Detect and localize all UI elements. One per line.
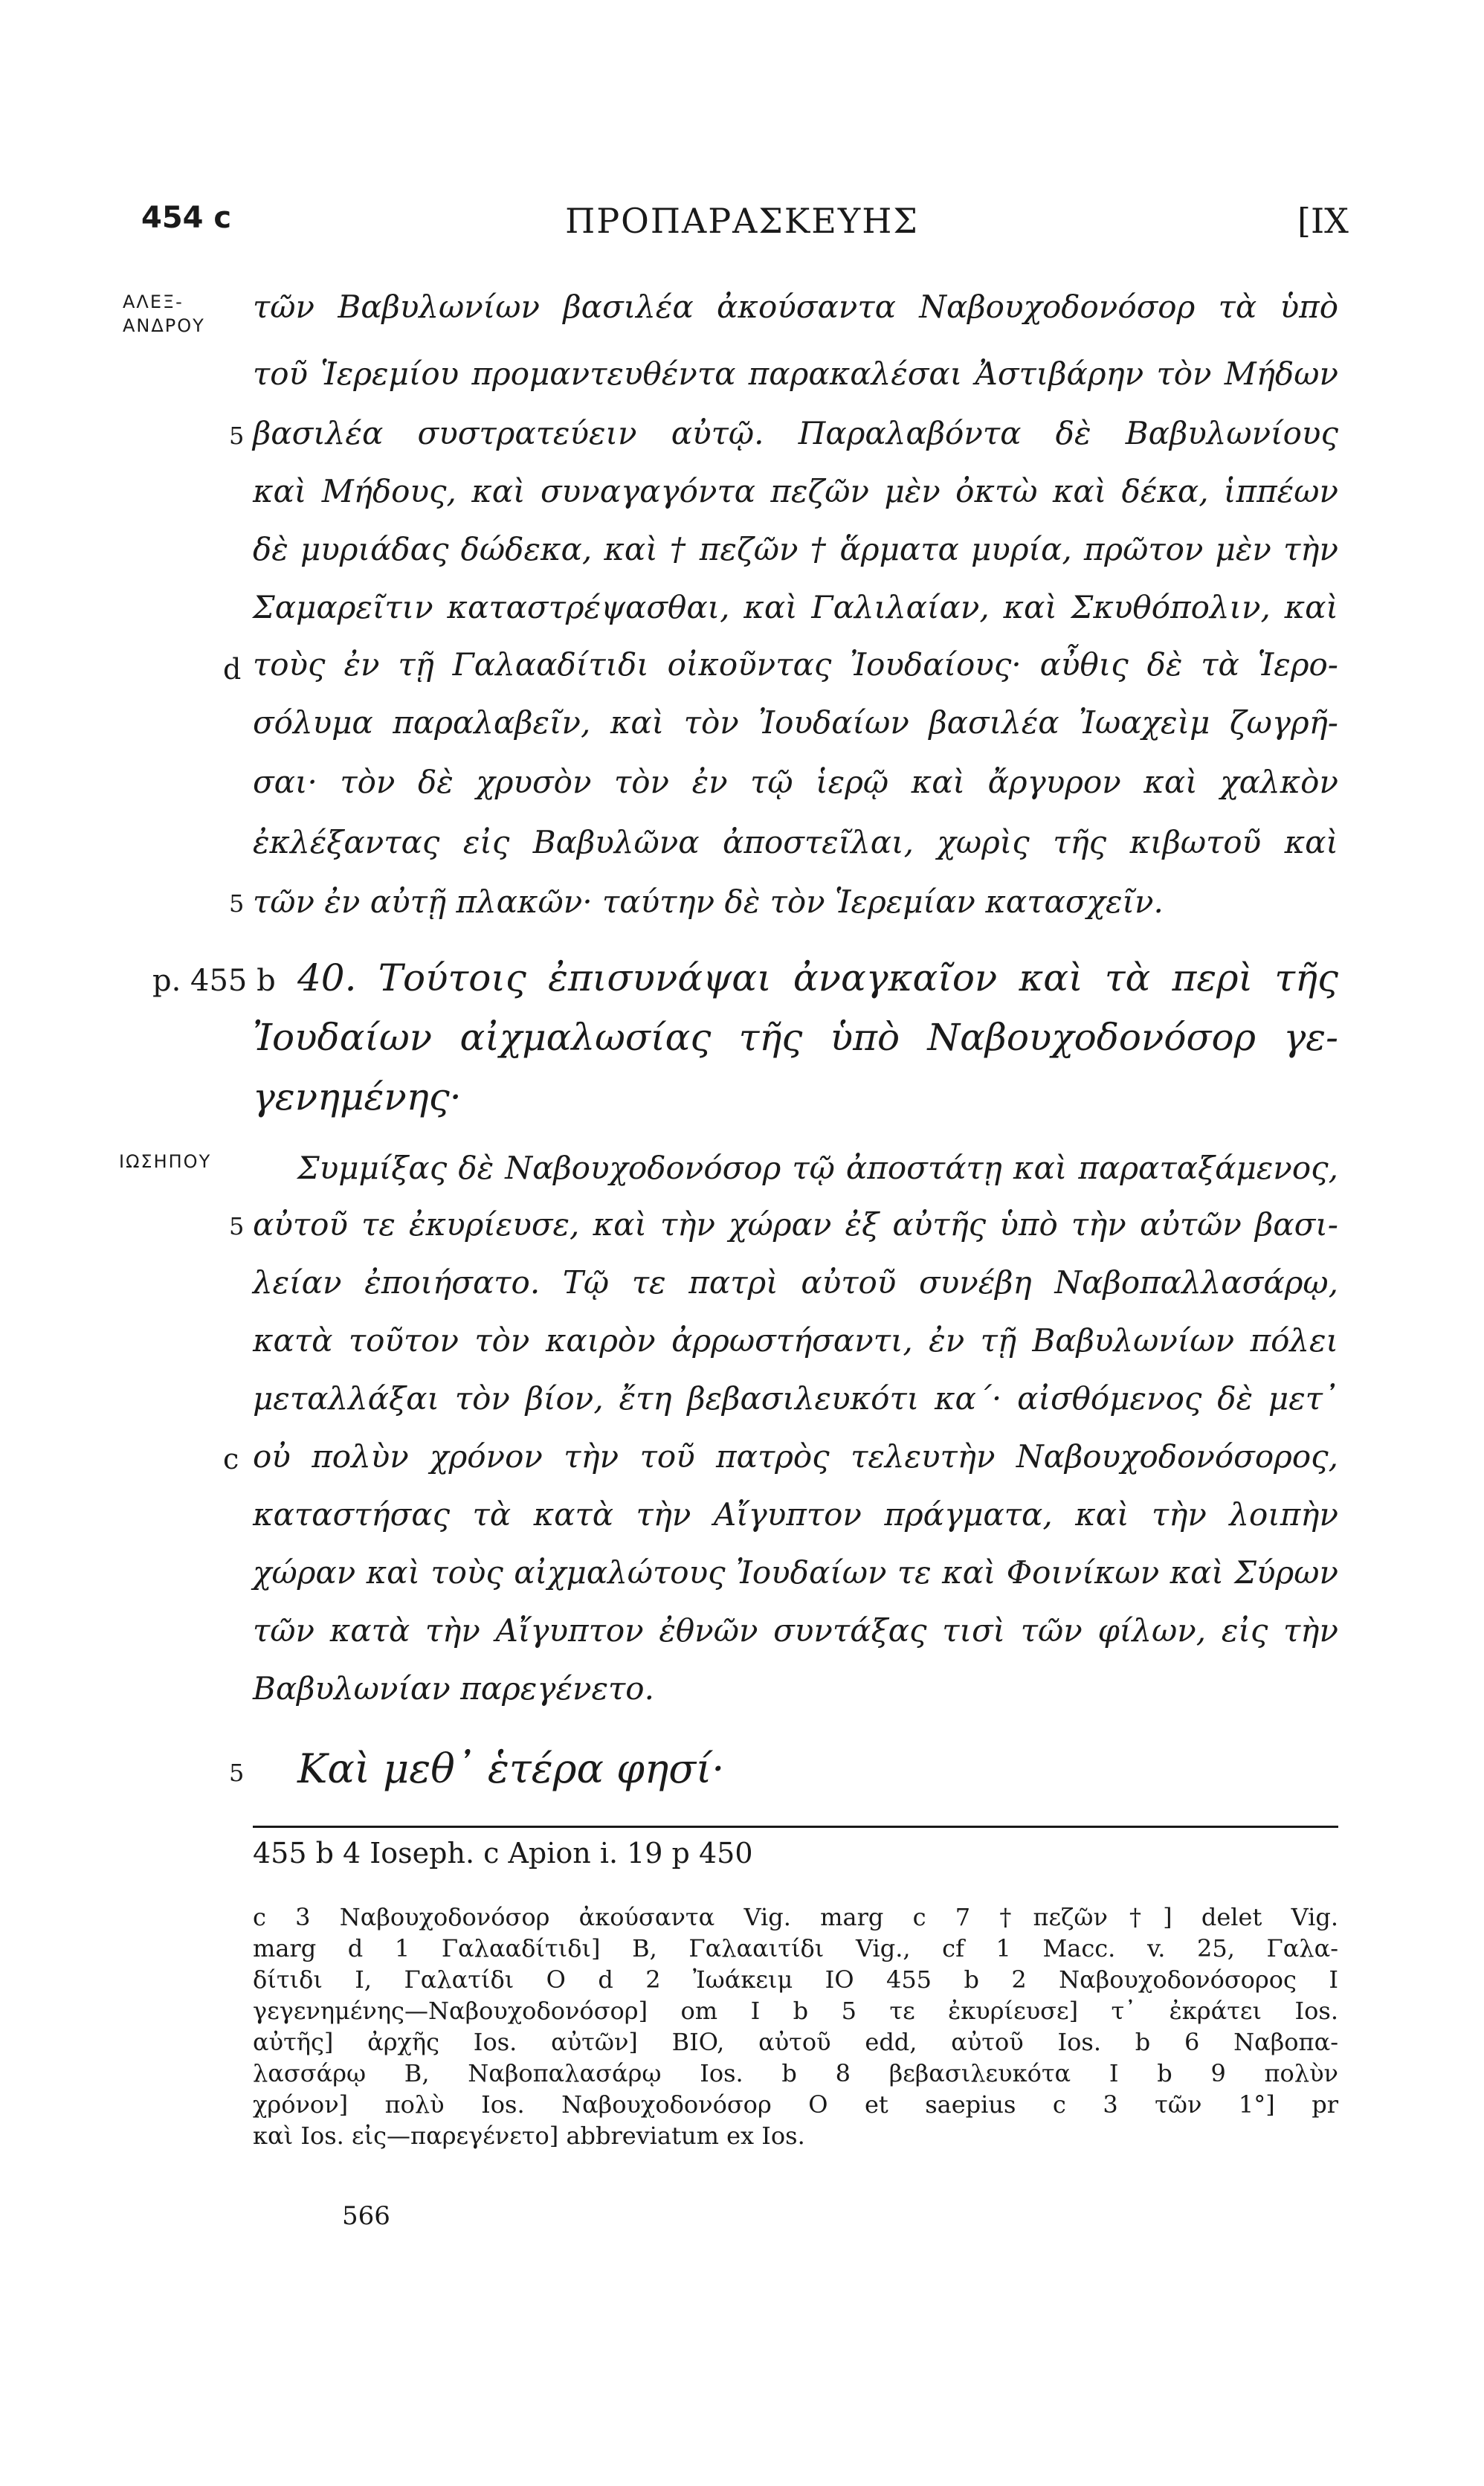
running-head-chapter: [IX (1297, 201, 1349, 241)
text-line: Συμμίξας δὲ Ναβουχοδονόσορ τῷ ἀποστάτῃ καὶ παραταξάμενος, (297, 1150, 1338, 1186)
line-number: 5 (229, 1759, 245, 1787)
source-label-josephus: ΙΩΣΗΠΟΥ (119, 1151, 212, 1172)
text-line: οὐ πολὺν χρόνον τὴν τοῦ πατρὸς τελευτὴν Ναβουχοδονόσορος, (253, 1438, 1338, 1475)
text-line: καταστήσας τὰ κατὰ τὴν Αἴγυπτον πράγματα, καὶ τὴν λοιπὴν (253, 1496, 1338, 1533)
apparatus-line: καὶ Ios. εἰς—παρεγένετο] abbreviatum ex Ios. (253, 2122, 805, 2150)
source-label-alexander-2: ΑΝΔΡΟΥ (123, 315, 205, 336)
line-number: 5 (229, 889, 245, 918)
section-heading-line: 40. Τούτοις ἐπισυνάψαι ἀναγκαῖον καὶ τὰ περὶ τῆς (297, 956, 1338, 999)
apparatus-line: γεγενημένης—Ναβουχοδονόσορ] om I b 5 τε ἐκυρίευσε] τ᾽ ἐκράτει Ios. (253, 1997, 1338, 2025)
text-line: σόλυμα παραλαβεῖν, καὶ τὸν Ἰουδαίων βασιλέα Ἰωαχεὶμ ζωγρῆ- (253, 704, 1338, 741)
text-line: κατὰ τοῦτον τὸν καιρὸν ἀρρωστήσαντι, ἐν τῇ Βαβυλωνίων πόλει (253, 1322, 1338, 1359)
section-heading-line: γενημένης· (253, 1075, 462, 1118)
section-heading-line: Ἰουδαίων αἰχμαλωσίας τῆς ὑπὸ Ναβουχοδονόσορ γε- (253, 1016, 1338, 1059)
text-line: ἐκλέξαντας εἰς Βαβυλῶνα ἀποστεῖλαι, χωρὶς τῆς κιβωτοῦ καὶ (253, 824, 1338, 860)
apparatus-line: αὐτῆς] ἀρχῆς Ios. αὐτῶν] BIO, αὐτοῦ edd, αὐτοῦ Ios. b 6 Ναβοπα- (253, 2028, 1338, 2056)
running-head-ref: 454 c (141, 201, 232, 235)
page-number: 566 (342, 2201, 390, 2231)
line-number: 5 (229, 422, 245, 450)
line-number: 5 (229, 1212, 245, 1240)
text-line: χώραν καὶ τοὺς αἰχμαλώτους Ἰουδαίων τε καὶ Φοινίκων καὶ Σύρων (253, 1554, 1338, 1591)
source-label-alexander-1: ΑΛΕΞ- (123, 292, 184, 312)
section-letter: d (223, 653, 242, 686)
section-letter: c (223, 1443, 239, 1475)
text-line: βασιλέα συστρατεύειν αὐτῷ. Παραλαβόντα δὲ Βαβυλωνίους (253, 415, 1338, 451)
footnote-rule (253, 1826, 1338, 1828)
text-line: καὶ Μήδους, καὶ συναγαγόντα πεζῶν μὲν ὀκτὼ καὶ δέκα, ἱππέων (253, 473, 1338, 509)
text-line: τοῦ Ἱερεμίου προμαντευθέντα παρακαλέσαι Ἀστιβάρην τὸν Μήδων (253, 355, 1338, 392)
text-line: δὲ μυριάδας δώδεκα, καὶ † πεζῶν † ἅρματα μυρία, πρῶτον μὲν τὴν (253, 531, 1338, 567)
footnote-citation: 455 b 4 Ioseph. c Apion i. 19 p 450 (253, 1837, 753, 1870)
apparatus-line: c 3 Ναβουχοδονόσορ ἀκούσαντα Vig. marg c 7 †πεζῶν†] delet Vig. (253, 1903, 1338, 1931)
text-line: Σαμαρεῖτιν καταστρέψασθαι, καὶ Γαλιλαίαν, καὶ Σκυθόπολιν, καὶ (253, 589, 1338, 625)
text-line: Βαβυλωνίαν παρεγένετο. (253, 1670, 654, 1707)
text-line: αὐτοῦ τε ἐκυρίευσε, καὶ τὴν χώραν ἐξ αὐτῆς ὑπὸ τὴν αὐτῶν βασι- (253, 1206, 1338, 1243)
apparatus-line: δίτιδι I, Γαλατίδι O d 2 Ἰωάκειμ IO 455 b 2 Ναβουχοδονόσορος I (253, 1965, 1338, 1994)
closing-line: Καὶ μεθ᾽ ἑτέρα φησί· (297, 1745, 725, 1792)
cross-reference: p. 455 b (152, 964, 276, 998)
apparatus-line: λασσάρῳ B, Ναβοπαλασάρῳ Ios. b 8 βεβασιλευκότα I b 9 πολὺν (253, 2059, 1338, 2087)
text-line: μεταλλάξαι τὸν βίον, ἔτη βεβασιλευκότι κα΄· αἰσθόμενος δὲ μετ᾽ (253, 1380, 1338, 1417)
text-line: τῶν κατὰ τὴν Αἴγυπτον ἐθνῶν συντάξας τισὶ τῶν φίλων, εἰς τὴν (253, 1612, 1338, 1649)
page-title: ΠΡΟΠΑΡΑΣΚΕΥΗΣ (565, 201, 919, 241)
text-line: τῶν ἐν αὐτῇ πλακῶν· ταύτην δὲ τὸν Ἱερεμίαν κατασχεῖν. (253, 883, 1164, 920)
text-line: λείαν ἐποιήσατο. Τῷ τε πατρὶ αὐτοῦ συνέβη Ναβοπαλλασάρῳ, (253, 1264, 1338, 1301)
text-line: τῶν Βαβυλωνίων βασιλέα ἀκούσαντα Ναβουχοδονόσορ τὰ ὑπὸ (253, 289, 1338, 325)
text-line: τοὺς ἐν τῇ Γαλααδίτιδι οἰκοῦντας Ἰουδαίους· αὖθις δὲ τὰ Ἱερο- (253, 646, 1338, 683)
apparatus-line: χρόνον] πολὺ Ios. Ναβουχοδονόσορ O et saepius c 3 τῶν 1°] pr (253, 2090, 1338, 2119)
text-line: σαι· τὸν δὲ χρυσὸν τὸν ἐν τῷ ἱερῷ καὶ ἄργυρον καὶ χαλκὸν (253, 764, 1338, 800)
apparatus-line: marg d 1 Γαλααδίτιδι] B, Γαλααιτίδι Vig., cf 1 Macc. v. 25, Γαλα- (253, 1934, 1338, 1962)
